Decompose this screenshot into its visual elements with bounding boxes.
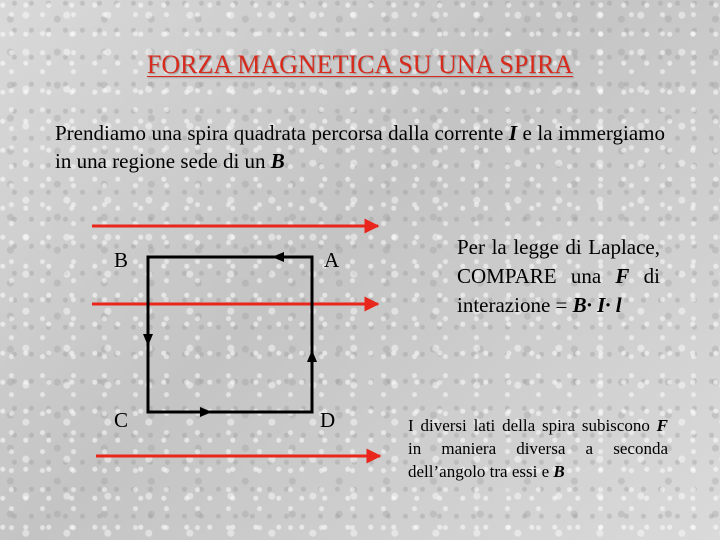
intro-text-1: Prendiamo una spira quadrata percorsa dalla corrente bbox=[55, 121, 509, 145]
force-formula: B· I· l bbox=[572, 293, 622, 317]
law-text-2: di interazione = bbox=[457, 264, 660, 317]
note-text-2: in maniera diversa a seconda dell’angolo tra essi e bbox=[408, 439, 668, 481]
field-symbol: B bbox=[270, 149, 285, 173]
corner-label-a: A bbox=[324, 248, 340, 272]
current-arrow-top-icon bbox=[272, 252, 284, 262]
intro-text-2: e la immergiamo in una regione sede di un bbox=[55, 121, 665, 173]
corner-label-d: D bbox=[320, 408, 336, 432]
force-symbol: F bbox=[615, 264, 630, 288]
slide-title: FORZA MAGNETICA SU UNA SPIRA bbox=[146, 50, 574, 79]
corner-label-c: C bbox=[114, 408, 129, 432]
current-arrow-bottom-icon bbox=[200, 407, 212, 417]
sides-note-text bbox=[408, 414, 668, 483]
laplace-law-text bbox=[457, 233, 660, 320]
note-force-symbol: F bbox=[656, 416, 668, 435]
current-arrow-right-icon bbox=[307, 350, 317, 362]
current-symbol: I bbox=[508, 121, 518, 145]
law-text-1: Per la legge di Laplace, COMPARE una bbox=[457, 235, 660, 288]
square-loop bbox=[148, 257, 312, 412]
note-field-symbol: B bbox=[553, 462, 565, 481]
corner-label-b: B bbox=[114, 248, 129, 272]
note-text-1: I diversi lati della spira subiscono bbox=[408, 416, 657, 435]
current-arrow-left-icon bbox=[143, 334, 153, 346]
